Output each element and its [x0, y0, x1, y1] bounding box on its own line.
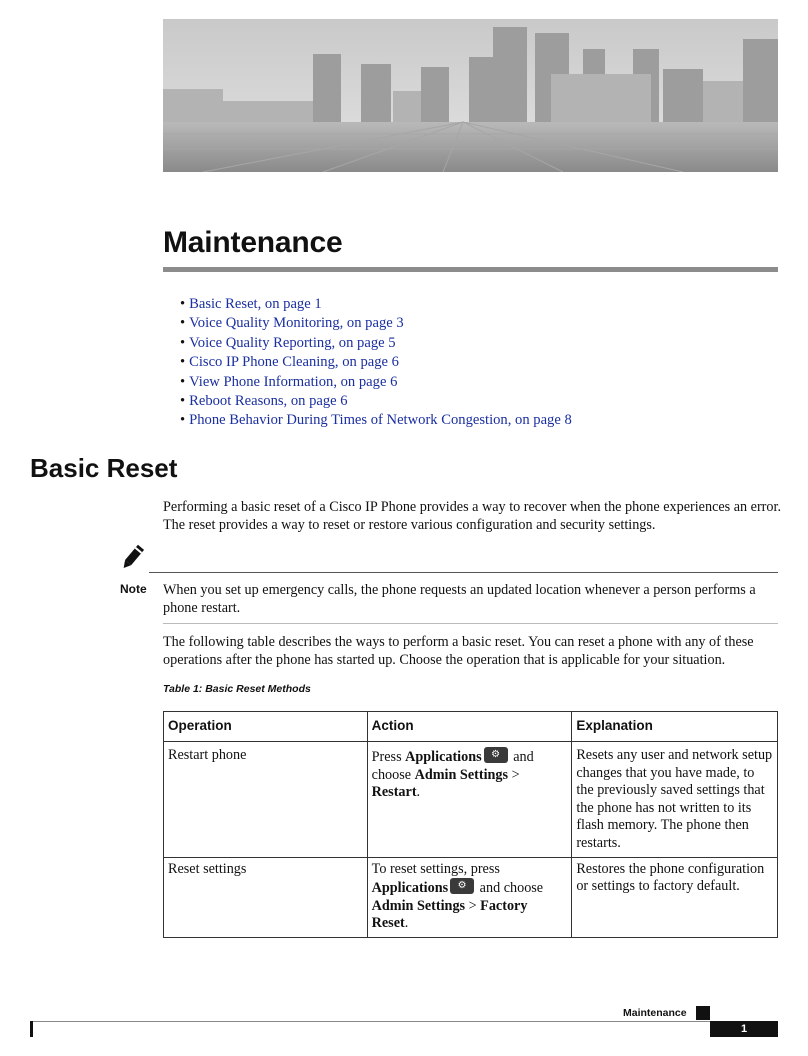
- header-explanation: Explanation: [572, 712, 778, 742]
- toc-item[interactable]: • Phone Behavior During Times of Network Congestion, on page 8: [180, 412, 572, 429]
- note-text: When you set up emergency calls, the phone requests an updated location whenever a person performs a phone restart.: [163, 582, 756, 616]
- table-caption: Table 1: Basic Reset Methods: [163, 683, 311, 695]
- header-action: Action: [367, 712, 572, 742]
- note-divider: [163, 623, 778, 624]
- toc-item[interactable]: • View Phone Information, on page 6: [180, 373, 398, 390]
- toc-item[interactable]: • Cisco IP Phone Cleaning, on page 6: [180, 354, 399, 371]
- header-operation: Operation: [164, 712, 368, 742]
- toc-item[interactable]: • Reboot Reasons, on page 6: [180, 393, 348, 410]
- table-row: [164, 742, 778, 858]
- footer-rule: [30, 1021, 778, 1022]
- footer-chapter-label: Maintenance: [623, 1007, 687, 1019]
- intro-paragraph: Performing a basic reset of a Cisco IP Phone provides a way to recover when the phone experiences an error. The reset provides a way to reset or restore various configuration and security settings.: [163, 499, 781, 533]
- cell-operation: Restart phone: [164, 742, 368, 858]
- section-title: Basic Reset: [30, 453, 178, 483]
- toc-item[interactable]: • Voice Quality Monitoring, on page 3: [180, 315, 404, 332]
- table-row: [164, 857, 778, 937]
- chapter-title: Maintenance: [163, 226, 343, 259]
- footer-marker: [696, 1006, 710, 1020]
- basic-reset-methods-table: [163, 711, 778, 938]
- city-skyline-banner: [163, 19, 778, 172]
- table-intro-paragraph: The following table describes the ways to perform a basic reset. You can reset a phone with any of these operations after the phone has started up. Choose the operation that is applicable for your situation.: [163, 634, 754, 668]
- toc-item[interactable]: • Voice Quality Reporting, on page 5: [180, 334, 396, 351]
- cell-action: Press Applications⚙ and choose Admin Settings > Restart.: [367, 742, 572, 858]
- applications-gear-icon: [450, 878, 474, 894]
- title-rule: [163, 267, 778, 272]
- footer-tick: [30, 1021, 33, 1037]
- toc-item[interactable]: • Basic Reset, on page 1: [180, 296, 322, 312]
- table-header-row: [164, 712, 778, 742]
- cell-explanation: Resets any user and network setup changes that you have made, to the previously saved settings that the phone has not written to its flash memory. The phone then restarts.: [572, 742, 778, 858]
- note-rule: [149, 572, 778, 573]
- applications-gear-icon: [484, 747, 508, 763]
- note-label: Note: [120, 582, 147, 596]
- cell-explanation: Restores the phone configuration or settings to factory default.: [572, 857, 778, 937]
- pencil-icon: [117, 544, 147, 572]
- page-number: 1: [710, 1021, 778, 1037]
- cell-operation: Reset settings: [164, 857, 368, 937]
- cell-action: To reset settings, press Applications⚙ and choose Admin Settings > Factory Reset.: [367, 857, 572, 937]
- chapter-toc: [180, 295, 572, 431]
